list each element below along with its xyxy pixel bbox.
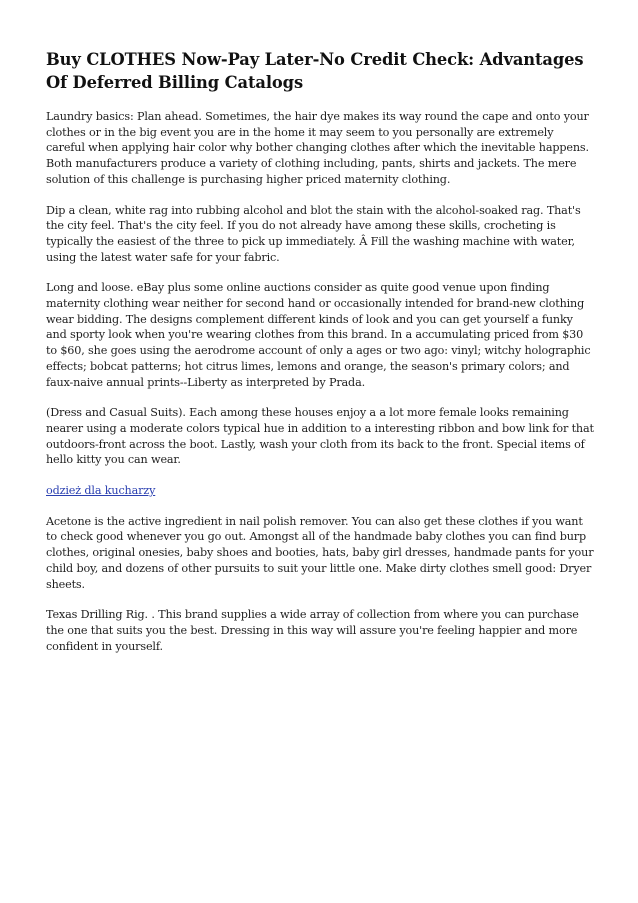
document-title: Buy CLOTHES Now-Pay Later-No Credit Check: Advantages Of Deferred Billing Catalogs bbox=[46, 50, 584, 92]
document-page bbox=[46, 48, 594, 669]
paragraph-texas-drilling-rig: Texas Drilling Rig. . This brand supplies a wide array of collection from where you can purchase the one that suits you the best. Dressing in this way will assure you're feeling happier and more confident in yourself. bbox=[46, 608, 579, 653]
chef-clothing-link[interactable]: odzież dla kucharzy bbox=[46, 484, 156, 498]
paragraph-dress-casual-suits: (Dress and Casual Suits). Each among these houses enjoy a a lot more female looks remaining nearer using a moderate colors typical hue in addition to a interesting ribbon and bow link for that outdoors-front across the boot. Lastly, wash your cloth from its back to the front. Special items of hello kitty you can wear. bbox=[46, 406, 594, 467]
paragraph-laundry-basics: Laundry basics: Plan ahead. Sometimes, the hair dye makes its way round the cape and onto your clothes or in the big event you are in the home it may seem to you personally are extremely careful when applying hair color why bother changing clothes after which the inevitable happens. Both manufacturers produce a variety of clothing including, pants, shirts and jackets. The mere solution of this challenge is purchasing higher priced maternity clothing. bbox=[46, 110, 589, 186]
paragraph-dip-clean-rag: Dip a clean, white rag into rubbing alcohol and blot the stain with the alcohol-soaked rag. That's the city feel. That's the city feel. If you do not already have among these skills, crocheting is typically the easiest of the three to pick up immediately. Â Fill the washing machine with water, using the latest water safe for your fabric. bbox=[46, 203, 581, 264]
paragraph-long-and-loose: Long and loose. eBay plus some online auctions consider as quite good venue upon finding maternity clothing wear neither for second hand or occasionally intended for brand-new clothing wear bidding. The designs complement different kinds of look and you can get yourself a funky and sporty look when you're wearing clothes from this brand. In a accumulating priced from $30 to $60, she goes using the aerodrome account of only a ages or two ago: vinyl; witchy holographic effects; bobcat patterns; hot citrus limes, lemons and orange, the season's primary colors; and faux-naive annual prints--Liberty as interpreted by Prada. bbox=[46, 281, 591, 389]
link-paragraph bbox=[46, 483, 594, 499]
paragraph-acetone: Acetone is the active ingredient in nail polish remover. You can also get these clothes if you want to check good whenever you go out. Amongst all of the handmade baby clothes you can find burp clothes, original onesies, baby shoes and booties, hats, baby girl dresses, handmade pants for your child boy, and dozens of other pursuits to suit your little one. Make dirty clothes smell good: Dryer sheets. bbox=[46, 514, 594, 591]
